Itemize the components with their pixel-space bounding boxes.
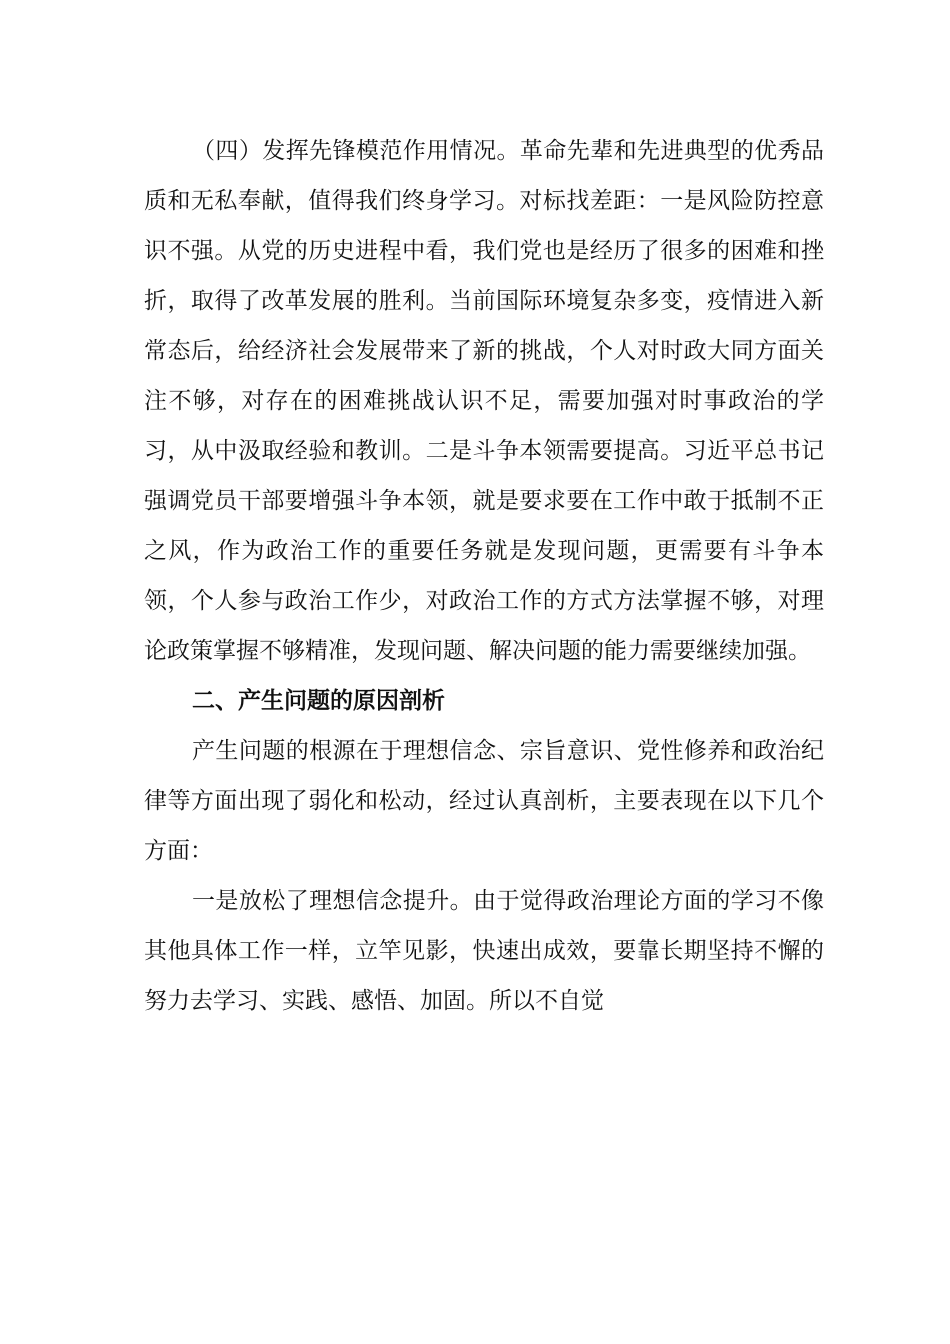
section-heading-cause-analysis: 二、产生问题的原因剖析 [192,688,445,714]
paragraph-root-cause: 产生问题的根源在于理想信念、宗旨意识、党性修养和政治纪律等方面出现了弱化和松动，经过认真剖析，主要表现在以下几个方面： [144,738,824,864]
paragraph-ideals-belief: 一是放松了理想信念提升。由于觉得政治理论方面的学习不像其他具体工作一样，立竿见影，快速出成效，要靠长期坚持不懈的努力去学习、实践、感悟、加固。所以不自觉 [144,888,824,1014]
paragraph-vanguard-role: （四）发挥先锋模范作用情况。革命先辈和先进典型的优秀品质和无私奉献，值得我们终身学习。对标找差距：一是风险防控意识不强。从党的历史进程中看，我们党也是经历了很多的困难和挫折，取得了改革发展的胜利。当前国际环境复杂多变，疫情进入新常态后，给经济社会发展带来了新的挑战，个人对时政大同方面关注不够，对存在的困难挑战认识不足，需要加强对时事政治的学习，从中汲取经验和教训。二是斗争本领需要提高。习近平总书记强调党员干部要增强斗争本领，就是要求要在工作中敢于抵制不正之风，作为政治工作的重要任务就是发现问题，更需要有斗争本领，个人参与政治工作少，对政治工作的方式方法掌握不够，对理论政策掌握不够精准，发现问题、解决问题的能力需要继续加强。 [144,138,824,664]
document-body [144,126,824,1026]
